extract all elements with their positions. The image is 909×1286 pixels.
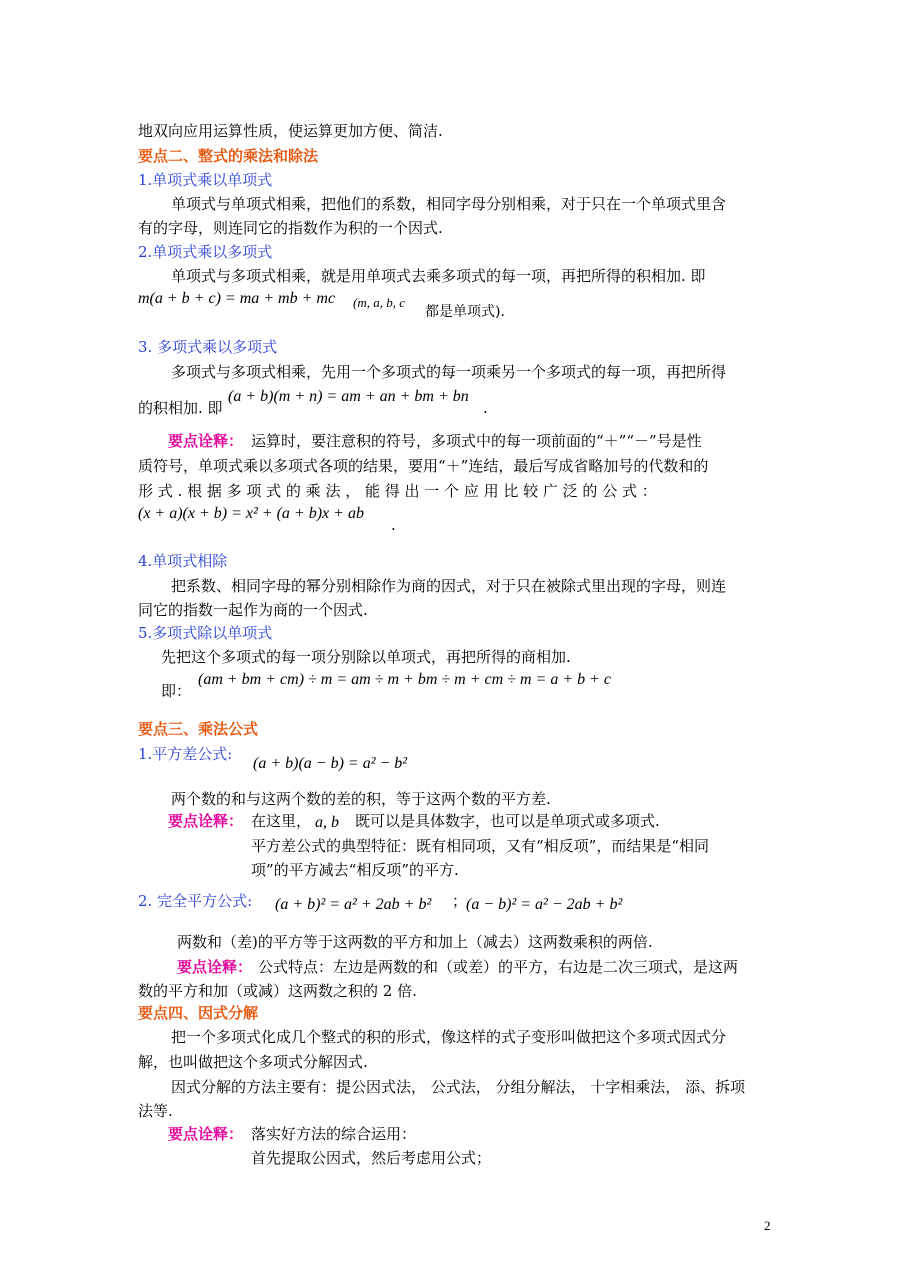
paragraph-line: 把一个多项式化成几个整式的积的形式，像这样的式子变形叫做把这个多项式因式分 bbox=[171, 1028, 727, 1046]
subheading-difference-of-squares: 1.平方差公式: bbox=[138, 745, 233, 763]
formula-period: . bbox=[483, 399, 488, 417]
subheading-perfect-square: 2. 完全平方公式: bbox=[138, 892, 253, 910]
paragraph-line: 既可以是具体数字，也可以是单项式或多项式. bbox=[355, 812, 660, 830]
paragraph-line: 地双向应用运算性质，使运算更加方便、简洁. bbox=[138, 122, 443, 140]
paragraph-line: 首先提取公因式，然后考虑用公式； bbox=[251, 1149, 492, 1167]
note-label: 要点诠释： bbox=[177, 958, 253, 976]
paragraph-line: 的积相加. 即 bbox=[138, 399, 223, 417]
subheading-1: 1.单项式乘以单项式 bbox=[138, 171, 273, 189]
paragraph-line: 运算时，要注意积的符号，多项式中的每一项前面的“＋”“－”号是性 bbox=[251, 432, 702, 450]
paragraph-line: 把系数、相同字母的幂分别相除作为商的因式，对于只在被除式里出现的字母，则连 bbox=[171, 577, 727, 595]
subheading-4: 4.单项式相除 bbox=[138, 552, 228, 570]
formula-variables: (m, a, b, c bbox=[353, 295, 405, 310]
subheading-2: 2.单项式乘以多项式 bbox=[138, 243, 273, 261]
section-heading-2: 要点二、整式的乘法和除法 bbox=[138, 147, 319, 165]
paragraph-line: 因式分解的方法主要有：提公因式法， 公式法， 分组分解法， 十字相乘法， 添、拆项 bbox=[171, 1078, 746, 1096]
formula-period: . bbox=[391, 516, 396, 534]
paragraph-line: 先把这个多项式的每一项分别除以单项式，再把所得的商相加. bbox=[161, 648, 571, 666]
formula-xa-xb: (x + a)(x + b) = x² + (a + b)x + ab bbox=[138, 505, 364, 522]
paragraph-line: 单项式与单项式相乘，把他们的系数，相同字母分别相乘，对于只在一个单项式里含 bbox=[171, 195, 727, 213]
section-heading-4: 要点四、因式分解 bbox=[138, 1004, 259, 1022]
paragraph-line: 落实好方法的综合运用： bbox=[251, 1125, 417, 1143]
paragraph-line: 都是单项式). bbox=[425, 304, 505, 320]
paragraph-line: 数的平方和加（或减）这两数之积的 2 倍. bbox=[138, 982, 417, 1000]
formula-distributive: m(a + b + c) = ma + mb + mc bbox=[138, 290, 336, 307]
paragraph-line: 解，也叫做把这个多项式分解因式. bbox=[138, 1053, 368, 1071]
formula-square-diff: (a − b)² = a² − 2ab + b² bbox=[466, 896, 623, 913]
formula-poly-product: (a + b)(m + n) = am + an + bm + bn bbox=[228, 388, 469, 405]
formula-division: (am + bm + cm) ÷ m = am ÷ m + bm ÷ m + cm ÷ m = a + b + c bbox=[198, 671, 612, 688]
subheading-5: 5.多项式除以单项式 bbox=[138, 624, 273, 642]
note-label: 要点诠释： bbox=[168, 1125, 244, 1143]
paragraph-line: 公式特点：左边是两数的和（或差）的平方，右边是二次三项式，是这两 bbox=[258, 958, 739, 976]
subheading-3: 3. 多项式乘以多项式 bbox=[138, 338, 278, 356]
paragraph-line: 多项式与多项式相乘，先用一个多项式的每一项乘另一个多项式的每一项，再把所得 bbox=[171, 363, 727, 381]
note-label: 要点诠释： bbox=[168, 432, 244, 450]
formula-separator: ； bbox=[452, 892, 468, 910]
paragraph-line: 即： bbox=[161, 682, 192, 700]
paragraph-line: 单项式与多项式相乘，就是用单项式去乘多项式的每一项，再把所得的积相加. 即 bbox=[171, 267, 706, 285]
page-number: 2 bbox=[764, 1218, 771, 1233]
formula-difference-of-squares: (a + b)(a − b) = a² − b² bbox=[253, 755, 408, 772]
paragraph-line: 同它的指数一起作为商的一个因式. bbox=[138, 601, 368, 619]
formula-square-sum: (a + b)² = a² + 2ab + b² bbox=[275, 896, 432, 913]
paragraph-line: 质符号，单项式乘以多项式各项的结果，要用“＋”连结，最后写成省略加号的代数和的 bbox=[138, 457, 709, 475]
paragraph-line: 法等. bbox=[138, 1102, 173, 1120]
paragraph-line: 项”的平方减去“相反项”的平方. bbox=[251, 861, 459, 879]
formula-ab: a, b bbox=[315, 814, 339, 831]
paragraph-line: 两数和（差)的平方等于这两数的平方和加上（减去）这两数乘积的两倍. bbox=[177, 933, 653, 951]
paragraph-line: 有的字母，则连同它的指数作为积的一个因式. bbox=[138, 219, 443, 237]
paragraph-line: 两个数的和与这两个数的差的积，等于这两个数的平方差. bbox=[171, 790, 551, 808]
section-heading-3: 要点三、乘法公式 bbox=[138, 720, 259, 738]
paragraph-line: 形 式 . 根 据 多 项 式 的 乘 法 ， 能 得 出 一 个 应 用 比 较 广 泛 的 公 式 ： bbox=[138, 482, 657, 500]
paragraph-line: 平方差公式的典型特征：既有相同项，又有“相反项”，而结果是“相同 bbox=[251, 837, 710, 855]
paragraph-line: 在这里， bbox=[251, 812, 312, 830]
note-label: 要点诠释： bbox=[168, 812, 244, 830]
